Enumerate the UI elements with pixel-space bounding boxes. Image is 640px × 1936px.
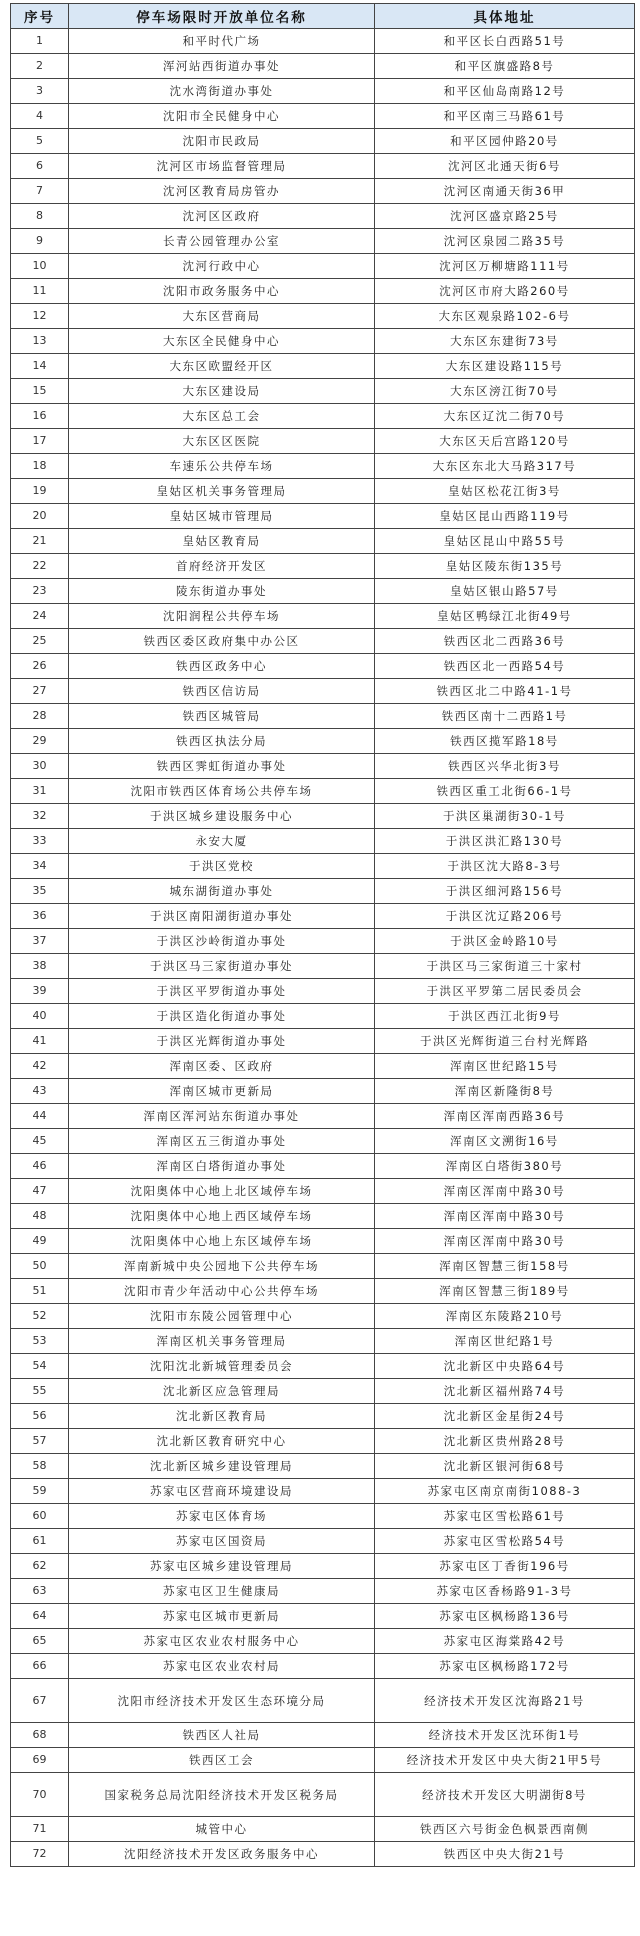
parking-unit-name: 沈水湾街道办事处 [69, 79, 375, 104]
parking-address: 苏家屯区雪松路61号 [375, 1504, 635, 1529]
row-number: 27 [11, 679, 69, 704]
parking-address: 沈河区北通天街6号 [375, 154, 635, 179]
row-number: 42 [11, 1054, 69, 1079]
table-row [11, 1229, 635, 1254]
row-number: 70 [11, 1773, 69, 1817]
parking-address: 和平区长白西路51号 [375, 29, 635, 54]
parking-unit-name: 沈阳市青少年活动中心公共停车场 [69, 1279, 375, 1304]
parking-unit-name: 苏家屯区城乡建设管理局 [69, 1554, 375, 1579]
table-row [11, 1279, 635, 1304]
row-number: 26 [11, 654, 69, 679]
parking-unit-name: 城东湖街道办事处 [69, 879, 375, 904]
parking-address: 大东区滂江街70号 [375, 379, 635, 404]
parking-address: 沈河区市府大路260号 [375, 279, 635, 304]
table-row [11, 29, 635, 54]
parking-address: 于洪区光辉街道三台村光辉路 [375, 1029, 635, 1054]
row-number: 46 [11, 1154, 69, 1179]
parking-address: 皇姑区松花江街3号 [375, 479, 635, 504]
parking-unit-name: 浑南区五三街道办事处 [69, 1129, 375, 1154]
row-number: 51 [11, 1279, 69, 1304]
parking-unit-name: 苏家屯区体育场 [69, 1504, 375, 1529]
table-row [11, 529, 635, 554]
table-row [11, 1773, 635, 1817]
parking-address: 苏家屯区雪松路54号 [375, 1529, 635, 1554]
row-number: 3 [11, 79, 69, 104]
parking-address: 浑南区东陵路210号 [375, 1304, 635, 1329]
table-row [11, 254, 635, 279]
parking-unit-name: 大东区建设局 [69, 379, 375, 404]
parking-address: 大东区天后宫路120号 [375, 429, 635, 454]
row-number: 29 [11, 729, 69, 754]
parking-address: 铁西区北二中路41-1号 [375, 679, 635, 704]
parking-address: 沈河区万柳塘路111号 [375, 254, 635, 279]
parking-unit-name: 铁西区人社局 [69, 1723, 375, 1748]
table-row [11, 604, 635, 629]
parking-unit-name: 陵东街道办事处 [69, 579, 375, 604]
parking-unit-name: 苏家屯区城市更新局 [69, 1604, 375, 1629]
row-number: 49 [11, 1229, 69, 1254]
table-row [11, 429, 635, 454]
parking-address: 铁西区北二西路36号 [375, 629, 635, 654]
parking-address: 浑南区文溯街16号 [375, 1129, 635, 1154]
parking-unit-name: 城管中心 [69, 1817, 375, 1842]
parking-unit-name: 沈北新区应急管理局 [69, 1379, 375, 1404]
row-number: 23 [11, 579, 69, 604]
parking-unit-name: 大东区区医院 [69, 429, 375, 454]
row-number: 34 [11, 854, 69, 879]
row-number: 12 [11, 304, 69, 329]
parking-address: 大东区辽沈二街70号 [375, 404, 635, 429]
table-row [11, 804, 635, 829]
row-number: 61 [11, 1529, 69, 1554]
parking-address: 铁西区南十二西路1号 [375, 704, 635, 729]
parking-unit-name: 苏家屯区卫生健康局 [69, 1579, 375, 1604]
row-number: 47 [11, 1179, 69, 1204]
row-number: 25 [11, 629, 69, 654]
table-row [11, 1842, 635, 1867]
parking-address: 苏家屯区枫杨路172号 [375, 1654, 635, 1679]
parking-address: 和平区南三马路61号 [375, 104, 635, 129]
row-number: 62 [11, 1554, 69, 1579]
parking-address: 浑南区智慧三街158号 [375, 1254, 635, 1279]
row-number: 14 [11, 354, 69, 379]
row-number: 59 [11, 1479, 69, 1504]
header-no: 序号 [11, 4, 69, 29]
table-row [11, 1604, 635, 1629]
parking-unit-name: 大东区全民健身中心 [69, 329, 375, 354]
parking-unit-name: 于洪区南阳湖街道办事处 [69, 904, 375, 929]
parking-unit-name: 苏家屯区农业农村局 [69, 1654, 375, 1679]
row-number: 18 [11, 454, 69, 479]
table-row [11, 1654, 635, 1679]
table-row [11, 1529, 635, 1554]
parking-unit-name: 长青公园管理办公室 [69, 229, 375, 254]
row-number: 16 [11, 404, 69, 429]
table-row [11, 454, 635, 479]
parking-unit-name: 大东区欧盟经开区 [69, 354, 375, 379]
parking-address: 和平区旗盛路8号 [375, 54, 635, 79]
header-address: 具体地址 [375, 4, 635, 29]
parking-address: 皇姑区银山路57号 [375, 579, 635, 604]
parking-address: 铁西区六号街金色枫景西南侧 [375, 1817, 635, 1842]
parking-address: 沈北新区福州路74号 [375, 1379, 635, 1404]
row-number: 30 [11, 754, 69, 779]
table-row [11, 1029, 635, 1054]
parking-unit-name: 于洪区城乡建设服务中心 [69, 804, 375, 829]
parking-address: 于洪区巢湖街30-1号 [375, 804, 635, 829]
parking-address: 于洪区沈大路8-3号 [375, 854, 635, 879]
table-row [11, 1429, 635, 1454]
parking-unit-name: 沈河行政中心 [69, 254, 375, 279]
table-row [11, 1479, 635, 1504]
parking-address: 浑南区白塔街380号 [375, 1154, 635, 1179]
table-row [11, 379, 635, 404]
row-number: 50 [11, 1254, 69, 1279]
table-row [11, 354, 635, 379]
row-number: 13 [11, 329, 69, 354]
table-row [11, 1204, 635, 1229]
parking-address: 铁西区揽军路18号 [375, 729, 635, 754]
row-number: 17 [11, 429, 69, 454]
table-row [11, 1554, 635, 1579]
parking-unit-name: 皇姑区机关事务管理局 [69, 479, 375, 504]
row-number: 10 [11, 254, 69, 279]
parking-address: 于洪区马三家街道三十家村 [375, 954, 635, 979]
table-row [11, 679, 635, 704]
parking-address: 大东区东北大马路317号 [375, 454, 635, 479]
parking-unit-name: 大东区总工会 [69, 404, 375, 429]
parking-address: 于洪区洪汇路130号 [375, 829, 635, 854]
row-number: 19 [11, 479, 69, 504]
parking-table [10, 3, 635, 1867]
table-header-row [11, 4, 635, 29]
parking-unit-name: 沈阳市经济技术开发区生态环境分局 [69, 1679, 375, 1723]
table-row [11, 1179, 635, 1204]
parking-address: 大东区东建街73号 [375, 329, 635, 354]
row-number: 7 [11, 179, 69, 204]
row-number: 71 [11, 1817, 69, 1842]
parking-unit-name: 浑南新城中央公园地下公共停车场 [69, 1254, 375, 1279]
table-row [11, 779, 635, 804]
row-number: 69 [11, 1748, 69, 1773]
table-row [11, 629, 635, 654]
parking-unit-name: 浑河站西街道办事处 [69, 54, 375, 79]
parking-address: 沈河区泉园二路35号 [375, 229, 635, 254]
row-number: 11 [11, 279, 69, 304]
table-row [11, 704, 635, 729]
parking-address: 沈北新区中央路64号 [375, 1354, 635, 1379]
table-row [11, 1304, 635, 1329]
parking-unit-name: 皇姑区教育局 [69, 529, 375, 554]
table-row [11, 1154, 635, 1179]
table-row [11, 504, 635, 529]
parking-unit-name: 铁西区信访局 [69, 679, 375, 704]
row-number: 15 [11, 379, 69, 404]
parking-unit-name: 于洪区平罗街道办事处 [69, 979, 375, 1004]
table-row [11, 329, 635, 354]
parking-unit-name: 沈阳市东陵公园管理中心 [69, 1304, 375, 1329]
parking-address: 铁西区重工北街66-1号 [375, 779, 635, 804]
row-number: 66 [11, 1654, 69, 1679]
row-number: 36 [11, 904, 69, 929]
parking-unit-name: 沈阳市全民健身中心 [69, 104, 375, 129]
row-number: 22 [11, 554, 69, 579]
parking-unit-name: 沈阳市民政局 [69, 129, 375, 154]
row-number: 35 [11, 879, 69, 904]
parking-unit-name: 沈阳润程公共停车场 [69, 604, 375, 629]
table-row [11, 579, 635, 604]
parking-address: 和平区仙岛南路12号 [375, 79, 635, 104]
table-row [11, 1329, 635, 1354]
row-number: 8 [11, 204, 69, 229]
parking-address: 苏家屯区丁香街196号 [375, 1554, 635, 1579]
table-row [11, 854, 635, 879]
parking-address: 铁西区中央大街21号 [375, 1842, 635, 1867]
row-number: 53 [11, 1329, 69, 1354]
table-row [11, 179, 635, 204]
parking-address: 浑南区世纪路15号 [375, 1054, 635, 1079]
row-number: 39 [11, 979, 69, 1004]
table-row [11, 829, 635, 854]
parking-unit-name: 于洪区光辉街道办事处 [69, 1029, 375, 1054]
parking-unit-name: 国家税务总局沈阳经济技术开发区税务局 [69, 1773, 375, 1817]
row-number: 55 [11, 1379, 69, 1404]
table-row [11, 654, 635, 679]
parking-address: 于洪区西江北街9号 [375, 1004, 635, 1029]
parking-unit-name: 车速乐公共停车场 [69, 454, 375, 479]
row-number: 31 [11, 779, 69, 804]
parking-unit-name: 苏家屯区营商环境建设局 [69, 1479, 375, 1504]
row-number: 21 [11, 529, 69, 554]
table-row [11, 304, 635, 329]
parking-unit-name: 铁西区政务中心 [69, 654, 375, 679]
table-row [11, 879, 635, 904]
row-number: 57 [11, 1429, 69, 1454]
parking-unit-name: 沈河区区政府 [69, 204, 375, 229]
row-number: 20 [11, 504, 69, 529]
parking-address: 经济技术开发区沈环街1号 [375, 1723, 635, 1748]
table-row [11, 1679, 635, 1723]
table-row [11, 1054, 635, 1079]
parking-address: 皇姑区陵东街135号 [375, 554, 635, 579]
table-row [11, 1079, 635, 1104]
parking-unit-name: 和平时代广场 [69, 29, 375, 54]
table-row [11, 929, 635, 954]
table-row [11, 404, 635, 429]
parking-address: 于洪区沈辽路206号 [375, 904, 635, 929]
parking-address: 经济技术开发区大明湖街8号 [375, 1773, 635, 1817]
parking-address: 铁西区北一西路54号 [375, 654, 635, 679]
table-row [11, 279, 635, 304]
row-number: 65 [11, 1629, 69, 1654]
parking-address: 皇姑区昆山中路55号 [375, 529, 635, 554]
parking-address: 浑南区浑南中路30号 [375, 1179, 635, 1204]
row-number: 44 [11, 1104, 69, 1129]
parking-address: 经济技术开发区中央大街21甲5号 [375, 1748, 635, 1773]
parking-address: 大东区观泉路102-6号 [375, 304, 635, 329]
row-number: 60 [11, 1504, 69, 1529]
table-row [11, 554, 635, 579]
parking-unit-name: 沈河区市场监督管理局 [69, 154, 375, 179]
table-row [11, 979, 635, 1004]
parking-address: 苏家屯区南京南街1088-3 [375, 1479, 635, 1504]
row-number: 56 [11, 1404, 69, 1429]
parking-address: 于洪区平罗第二居民委员会 [375, 979, 635, 1004]
parking-address: 大东区建设路115号 [375, 354, 635, 379]
table-row [11, 1454, 635, 1479]
table-row [11, 104, 635, 129]
row-number: 72 [11, 1842, 69, 1867]
row-number: 40 [11, 1004, 69, 1029]
row-number: 2 [11, 54, 69, 79]
row-number: 58 [11, 1454, 69, 1479]
table-row [11, 154, 635, 179]
parking-unit-name: 苏家屯区农业农村服务中心 [69, 1629, 375, 1654]
row-number: 64 [11, 1604, 69, 1629]
parking-address: 浑南区智慧三街189号 [375, 1279, 635, 1304]
row-number: 54 [11, 1354, 69, 1379]
parking-unit-name: 沈阳奥体中心地上西区域停车场 [69, 1204, 375, 1229]
row-number: 6 [11, 154, 69, 179]
parking-unit-name: 铁西区委区政府集中办公区 [69, 629, 375, 654]
parking-address: 苏家屯区枫杨路136号 [375, 1604, 635, 1629]
parking-unit-name: 沈阳奥体中心地上北区域停车场 [69, 1179, 375, 1204]
row-number: 38 [11, 954, 69, 979]
parking-unit-name: 于洪区马三家街道办事处 [69, 954, 375, 979]
row-number: 33 [11, 829, 69, 854]
parking-address: 沈河区南通天街36甲 [375, 179, 635, 204]
parking-unit-name: 铁西区工会 [69, 1748, 375, 1773]
parking-address: 沈北新区贵州路28号 [375, 1429, 635, 1454]
table-row [11, 1817, 635, 1842]
parking-address: 和平区园仲路20号 [375, 129, 635, 154]
row-number: 43 [11, 1079, 69, 1104]
parking-address: 铁西区兴华北街3号 [375, 754, 635, 779]
table-row [11, 479, 635, 504]
row-number: 68 [11, 1723, 69, 1748]
table-row [11, 1723, 635, 1748]
parking-unit-name: 沈阳沈北新城管理委员会 [69, 1354, 375, 1379]
parking-unit-name: 苏家屯区国资局 [69, 1529, 375, 1554]
parking-address: 沈北新区金星街24号 [375, 1404, 635, 1429]
row-number: 41 [11, 1029, 69, 1054]
row-number: 52 [11, 1304, 69, 1329]
parking-address: 于洪区细河路156号 [375, 879, 635, 904]
parking-unit-name: 于洪区造化街道办事处 [69, 1004, 375, 1029]
parking-table-container [10, 3, 634, 1867]
parking-unit-name: 沈阳市政务服务中心 [69, 279, 375, 304]
parking-unit-name: 皇姑区城市管理局 [69, 504, 375, 529]
row-number: 24 [11, 604, 69, 629]
table-row [11, 1629, 635, 1654]
table-row [11, 1004, 635, 1029]
table-row [11, 904, 635, 929]
parking-unit-name: 浑南区白塔街道办事处 [69, 1154, 375, 1179]
table-row [11, 754, 635, 779]
parking-address: 苏家屯区海棠路42号 [375, 1629, 635, 1654]
row-number: 28 [11, 704, 69, 729]
row-number: 1 [11, 29, 69, 54]
row-number: 63 [11, 1579, 69, 1604]
parking-unit-name: 大东区营商局 [69, 304, 375, 329]
parking-address: 皇姑区昆山西路119号 [375, 504, 635, 529]
row-number: 32 [11, 804, 69, 829]
parking-unit-name: 沈阳经济技术开发区政务服务中心 [69, 1842, 375, 1867]
parking-unit-name: 于洪区党校 [69, 854, 375, 879]
table-row [11, 79, 635, 104]
parking-unit-name: 浑南区城市更新局 [69, 1079, 375, 1104]
table-row [11, 204, 635, 229]
parking-unit-name: 沈北新区教育局 [69, 1404, 375, 1429]
parking-address: 于洪区金岭路10号 [375, 929, 635, 954]
table-row [11, 1404, 635, 1429]
parking-unit-name: 铁西区城管局 [69, 704, 375, 729]
parking-address: 经济技术开发区沈海路21号 [375, 1679, 635, 1723]
row-number: 5 [11, 129, 69, 154]
row-number: 45 [11, 1129, 69, 1154]
parking-unit-name: 首府经济开发区 [69, 554, 375, 579]
table-row [11, 229, 635, 254]
parking-address: 沈北新区银河街68号 [375, 1454, 635, 1479]
row-number: 67 [11, 1679, 69, 1723]
table-row [11, 54, 635, 79]
table-row [11, 1504, 635, 1529]
table-body [11, 29, 635, 1867]
table-row [11, 1748, 635, 1773]
table-row [11, 1129, 635, 1154]
row-number: 37 [11, 929, 69, 954]
table-row [11, 1254, 635, 1279]
row-number: 48 [11, 1204, 69, 1229]
parking-address: 沈河区盛京路25号 [375, 204, 635, 229]
table-row [11, 954, 635, 979]
table-row [11, 1104, 635, 1129]
table-row [11, 1579, 635, 1604]
parking-unit-name: 沈阳市铁西区体育场公共停车场 [69, 779, 375, 804]
parking-address: 浑南区浑南中路30号 [375, 1204, 635, 1229]
parking-unit-name: 永安大厦 [69, 829, 375, 854]
row-number: 9 [11, 229, 69, 254]
parking-address: 皇姑区鸭绿江北街49号 [375, 604, 635, 629]
parking-unit-name: 浑南区机关事务管理局 [69, 1329, 375, 1354]
parking-address: 浑南区浑南中路30号 [375, 1229, 635, 1254]
parking-unit-name: 浑南区委、区政府 [69, 1054, 375, 1079]
parking-unit-name: 铁西区霁虹街道办事处 [69, 754, 375, 779]
table-row [11, 129, 635, 154]
parking-unit-name: 沈阳奥体中心地上东区域停车场 [69, 1229, 375, 1254]
parking-unit-name: 浑南区浑河站东街道办事处 [69, 1104, 375, 1129]
parking-address: 浑南区世纪路1号 [375, 1329, 635, 1354]
header-name: 停车场限时开放单位名称 [69, 4, 375, 29]
parking-unit-name: 沈北新区教育研究中心 [69, 1429, 375, 1454]
parking-unit-name: 于洪区沙岭街道办事处 [69, 929, 375, 954]
parking-address: 苏家屯区香杨路91-3号 [375, 1579, 635, 1604]
table-row [11, 1379, 635, 1404]
table-row [11, 729, 635, 754]
parking-address: 浑南区浑南西路36号 [375, 1104, 635, 1129]
row-number: 4 [11, 104, 69, 129]
parking-unit-name: 铁西区执法分局 [69, 729, 375, 754]
table-row [11, 1354, 635, 1379]
parking-unit-name: 沈北新区城乡建设管理局 [69, 1454, 375, 1479]
parking-unit-name: 沈河区教育局房管办 [69, 179, 375, 204]
parking-address: 浑南区新隆街8号 [375, 1079, 635, 1104]
